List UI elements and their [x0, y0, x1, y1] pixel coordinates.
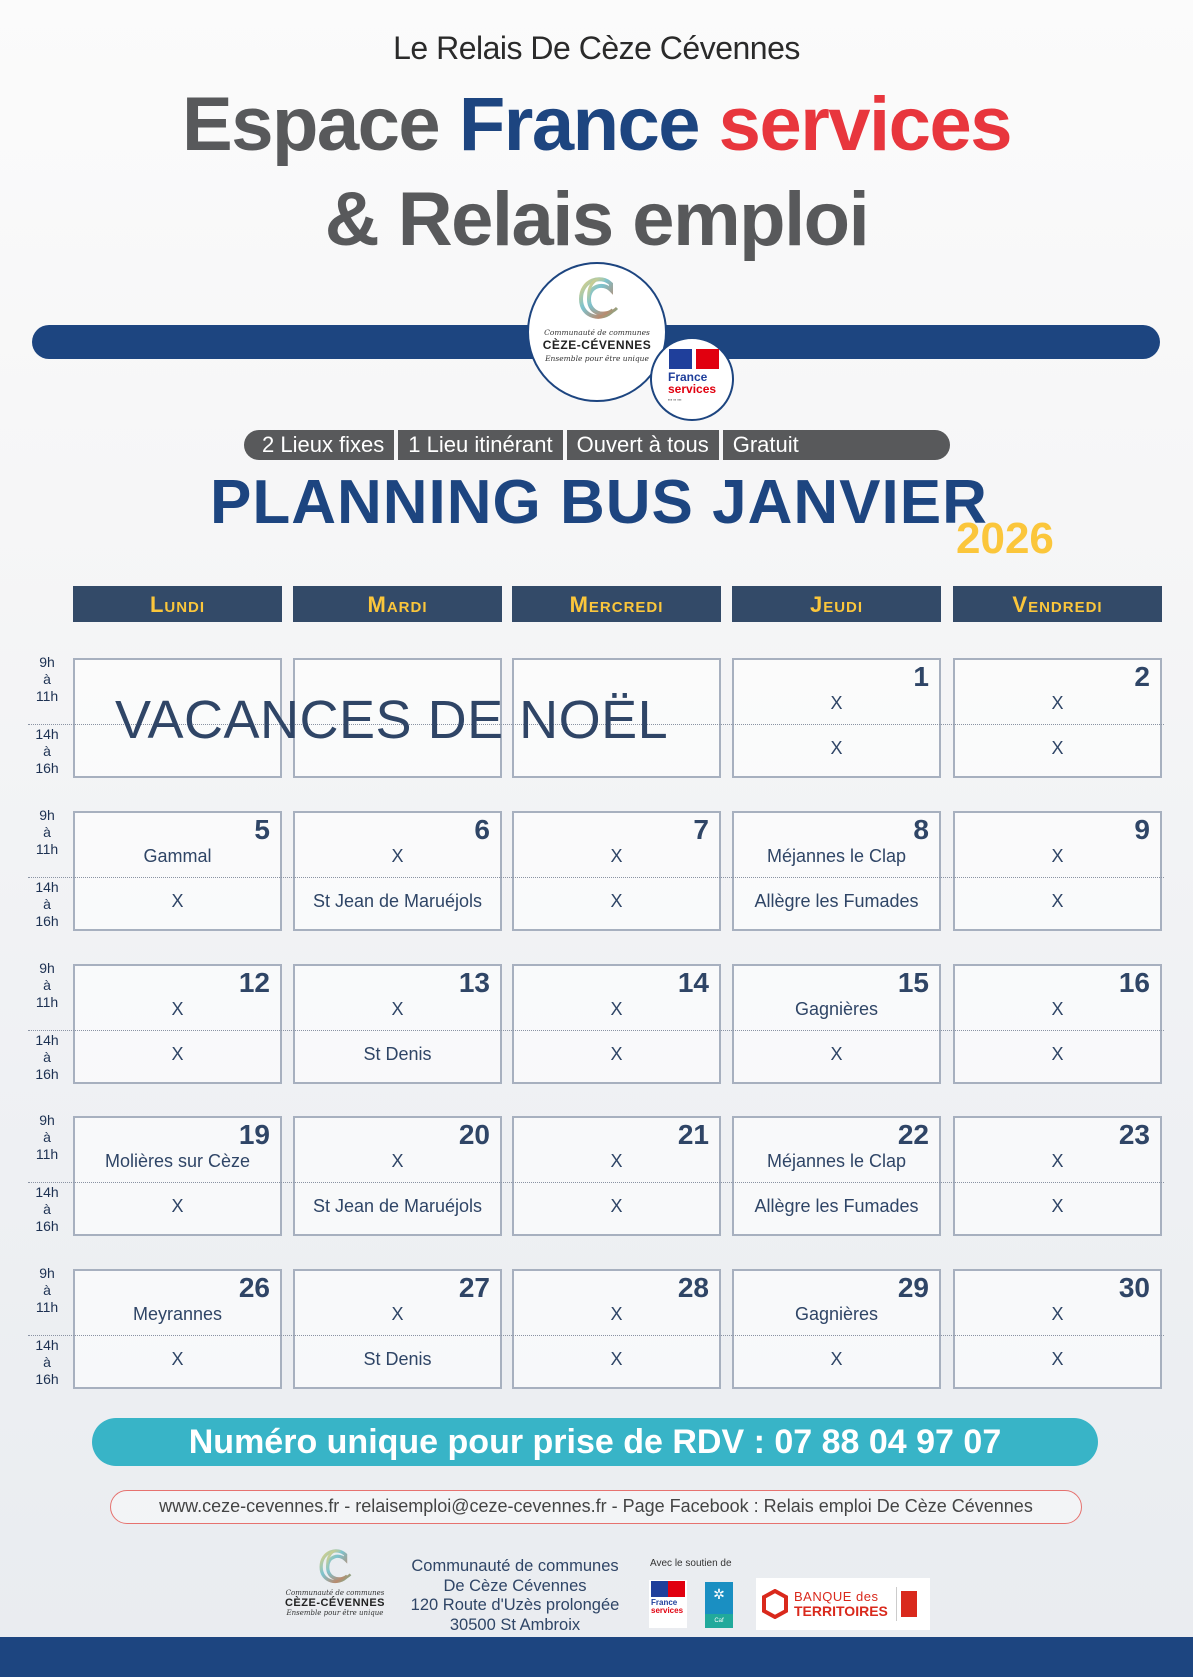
time-am-label: 9h à 11h	[35, 807, 59, 857]
contact-links[interactable]: www.ceze-cevennes.fr - relaisemploi@ceze-cevennes.fr - Page Facebook : Relais emploi De Cèze Cévennes	[110, 1490, 1082, 1524]
title-services: services	[699, 82, 1011, 167]
calendar-cell-2: 2 X X	[953, 658, 1162, 778]
france-services-logo	[650, 337, 734, 421]
calendar-cell-5: 5 Gammal X	[73, 811, 282, 931]
calendar-cell-6: 6 X St Jean de Maruéjols	[293, 811, 502, 931]
day-header-mercredi: Mercredi	[512, 586, 721, 622]
footer-logo-line2: CÈZE-CÉVENNES	[284, 1597, 386, 1609]
footer-logo-line3: Ensemble pour être unique	[286, 1609, 384, 1617]
french-flag-icon	[651, 1581, 685, 1597]
logo-line2: CÈZE-CÉVENNES	[542, 338, 652, 352]
time-separator	[28, 1335, 1164, 1336]
calendar-cell-13: 13 X St Denis	[293, 964, 502, 1084]
sponsor-france-services-logo: France services	[649, 1580, 687, 1628]
pill-gratuit: Gratuit	[723, 430, 950, 460]
calendar-cell-29: 29 Gagnières X	[732, 1269, 941, 1389]
calendar-cell-8: 8 Méjannes le Clap Allègre les Fumades	[732, 811, 941, 931]
time-pm-label: 14h à 16h	[35, 1184, 59, 1234]
calendar-cell-1: 1 X X	[732, 658, 941, 778]
calendar-cell-22: 22 Méjannes le Clap Allègre les Fumades	[732, 1116, 941, 1236]
time-am-label: 9h à 11h	[35, 960, 59, 1010]
holiday-banner: VACANCES DE NOËL	[115, 690, 669, 750]
title-france: France	[458, 82, 700, 167]
calendar-cell-21: 21 X X	[512, 1116, 721, 1236]
calendar-cell-28: 28 X X	[512, 1269, 721, 1389]
footer-ceze-cevennes-logo	[270, 1545, 400, 1617]
time-pm-label: 14h à 16h	[35, 1337, 59, 1387]
day-header-lundi: Lundi	[73, 586, 282, 622]
day-header-jeudi: Jeudi	[732, 586, 941, 622]
footer-bar	[0, 1637, 1193, 1677]
pill-lieux-fixes: 2 Lieux fixes	[244, 430, 394, 460]
sponsor-banque-territoires-logo: BANQUE des TERRITOIRES	[756, 1578, 930, 1630]
c-logo-icon	[571, 272, 625, 326]
calendar-cell-27: 27 X St Denis	[293, 1269, 502, 1389]
logo-line3: Ensemble pour être unique	[545, 354, 649, 363]
title-espace: Espace	[182, 82, 459, 167]
planning-title: PLANNING BUS JANVIER	[210, 468, 988, 537]
soutien-label: Avec le soutien de	[650, 1558, 732, 1569]
main-title-line1	[0, 80, 1193, 170]
french-flag-icon	[669, 349, 719, 369]
main-title-line2: & Relais emploi	[324, 177, 869, 262]
caf-people-icon: ✲	[713, 1586, 725, 1602]
logo-line1: Communauté de communes	[544, 328, 650, 337]
fs-line3: ▪▪▪ ▪▪ ▪▪▪	[668, 397, 682, 402]
postal-address: Communauté de communes De Cèze Cévennes 120 Route d'Uzès prolongée 30500 St Ambroix	[410, 1557, 620, 1634]
calendar-cell-14: 14 X X	[512, 964, 721, 1084]
time-separator	[28, 1030, 1164, 1031]
hexagon-icon	[762, 1589, 788, 1619]
pill-lieu-itinerant: 1 Lieu itinérant	[398, 430, 562, 460]
time-am-label: 9h à 11h	[35, 1112, 59, 1162]
time-pm-label: 14h à 16h	[35, 1032, 59, 1082]
calendar-cell-20: 20 X St Jean de Maruéjols	[293, 1116, 502, 1236]
calendar-cell-26: 26 Meyrannes X	[73, 1269, 282, 1389]
day-header-mardi: Mardi	[293, 586, 502, 622]
footer-logo-line1: Communauté de communes	[285, 1589, 385, 1597]
time-am-label: 9h à 11h	[35, 1265, 59, 1315]
fs-line2: services	[668, 382, 717, 396]
fs-line1: France	[668, 370, 708, 384]
calendar-cell-16: 16 X X	[953, 964, 1162, 1084]
subtitle: Le Relais De Cèze Cévennes	[393, 30, 800, 66]
rdv-phone-banner[interactable]: Numéro unique pour prise de RDV : 07 88 04 97 07	[92, 1418, 1098, 1466]
calendar-cell-19: 19 Molières sur Cèze X	[73, 1116, 282, 1236]
time-am-label: 9h à 11h	[35, 654, 59, 704]
time-pm-label: 14h à 16h	[35, 879, 59, 929]
time-separator	[28, 877, 1164, 878]
calendar-cell-9: 9 X X	[953, 811, 1162, 931]
planning-year: 2026	[956, 514, 1054, 563]
calendar-cell-30: 30 X X	[953, 1269, 1162, 1389]
caisse-depots-icon	[896, 1587, 918, 1621]
calendar-cell-7: 7 X X	[512, 811, 721, 931]
calendar-cell-15: 15 Gagnières X	[732, 964, 941, 1084]
ceze-cevennes-logo	[527, 262, 667, 402]
calendar-cell-12: 12 X X	[73, 964, 282, 1084]
sponsor-caf-logo: ✲ Caf	[705, 1582, 733, 1628]
time-separator	[28, 1182, 1164, 1183]
calendar-cell-23: 23 X X	[953, 1116, 1162, 1236]
time-pm-label: 14h à 16h	[35, 726, 59, 776]
c-logo-icon	[313, 1545, 357, 1589]
day-header-vendredi: Vendredi	[953, 586, 1162, 622]
pill-ouvert: Ouvert à tous	[567, 430, 719, 460]
feature-pills	[244, 430, 950, 460]
